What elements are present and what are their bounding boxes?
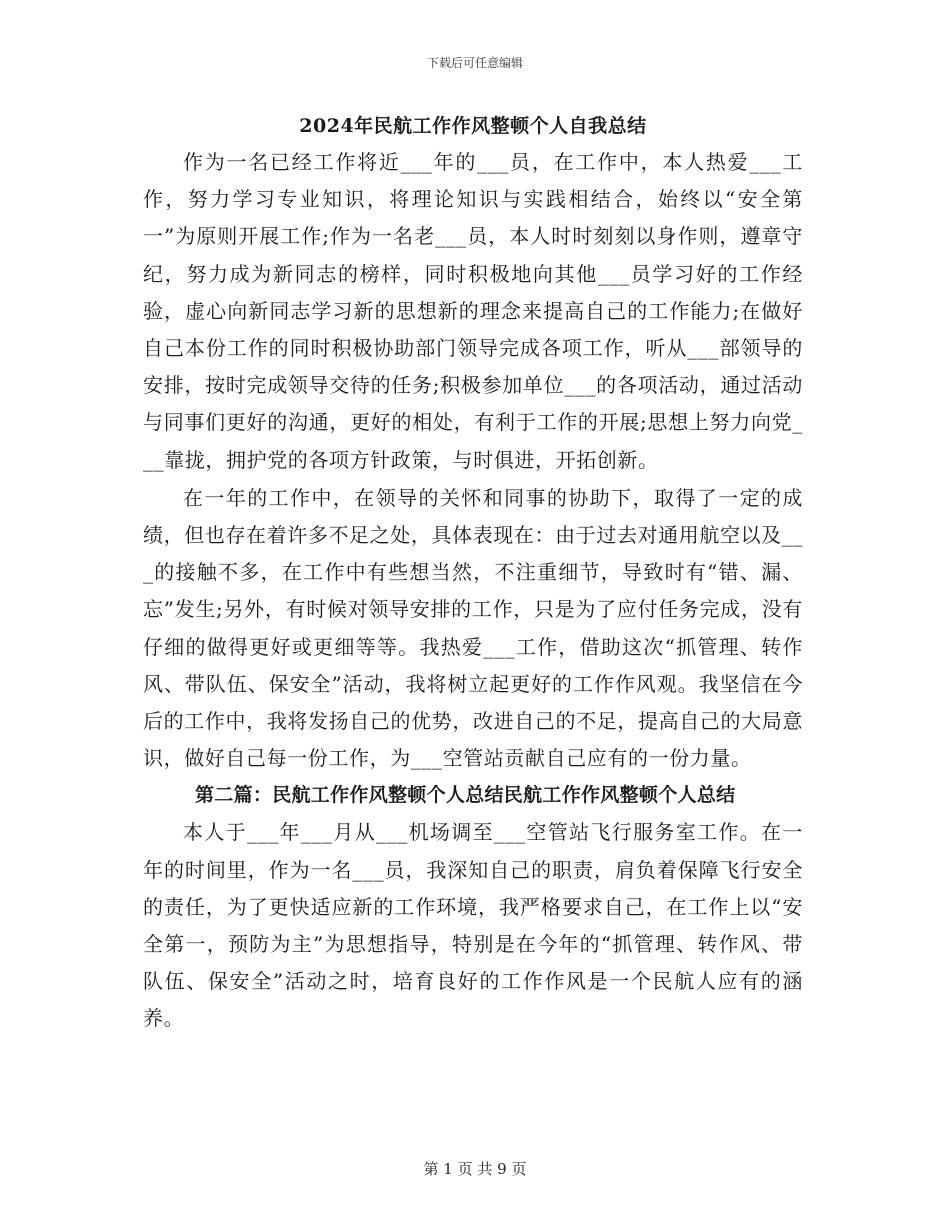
section-2-paragraph-1: 本人于___年___月从___机场调至___空管站飞行服务室工作。在一年的时间里，作为一名___员，我深知自己的职责，肩负着保障飞行安全的责任，为了更快适应新的工作环境，我严格要求自己，在工作上以“安全第一，预防为主”为思想指导，特别是在今年的“抓管理、转作风、带队伍、保安全”活动之时，培育良好的工作作风是一个民航人应有的涵养。 (143, 820, 803, 1031)
header-note: 下载后可任意编辑 (426, 56, 523, 70)
document-body (143, 112, 803, 1038)
paragraph-2: 在一年的工作中，在领导的关怀和同事的协助下，取得了一定的成绩，但也存在着许多不足之处，具体表现在：由于过去对通用航空以及___的接触不多，在工作中有些想当然，不注重细节，导致时有“错、漏、忘”发生;另外，有时候对领导安排的工作，只是为了应付任务完成，没有仔细的做得更好或更细等等。我热爱___工作，借助这次“抓管理、转作风、带队伍、保安全”活动，我将树立起更好的工作作风观。我坚信在今后的工作中，我将发扬自己的优势，改进自己的不足，提高自己的大局意识，做好自己每一份工作，为___空管站贡献自己应有的一份力量。 (143, 485, 803, 771)
page-footer: 第 1 页 共 9 页 (423, 1160, 527, 1178)
paragraph-1: 作为一名已经工作将近___年的___员，在工作中，本人热爱___工作，努力学习专业知识，将理论知识与实践相结合，始终以“安全第一”为原则开展工作;作为一名老___员，本人时时刻刻以身作则，遵章守纪，努力成为新同志的榜样，同时积极地向其他___员学习好的工作经验，虚心向新同志学习新的思想新的理念来提高自己的工作能力;在做好自己本份工作的同时积极协助部门领导完成各项工作，听从___部领导的安排，按时完成领导交待的任务;积极参加单位___的各项活动，通过活动与同事们更好的沟通，更好的相处，有利于工作的开展;思想上努力向党___靠拢，拥护党的各项方针政策，与时俱进，开拓创新。 (143, 150, 803, 472)
document-title: 2024年民航工作作风整顿个人自我总结 (299, 115, 647, 137)
section-2-title: 第二篇：民航工作作风整顿个人总结民航工作作风整顿个人总结 (195, 784, 736, 807)
